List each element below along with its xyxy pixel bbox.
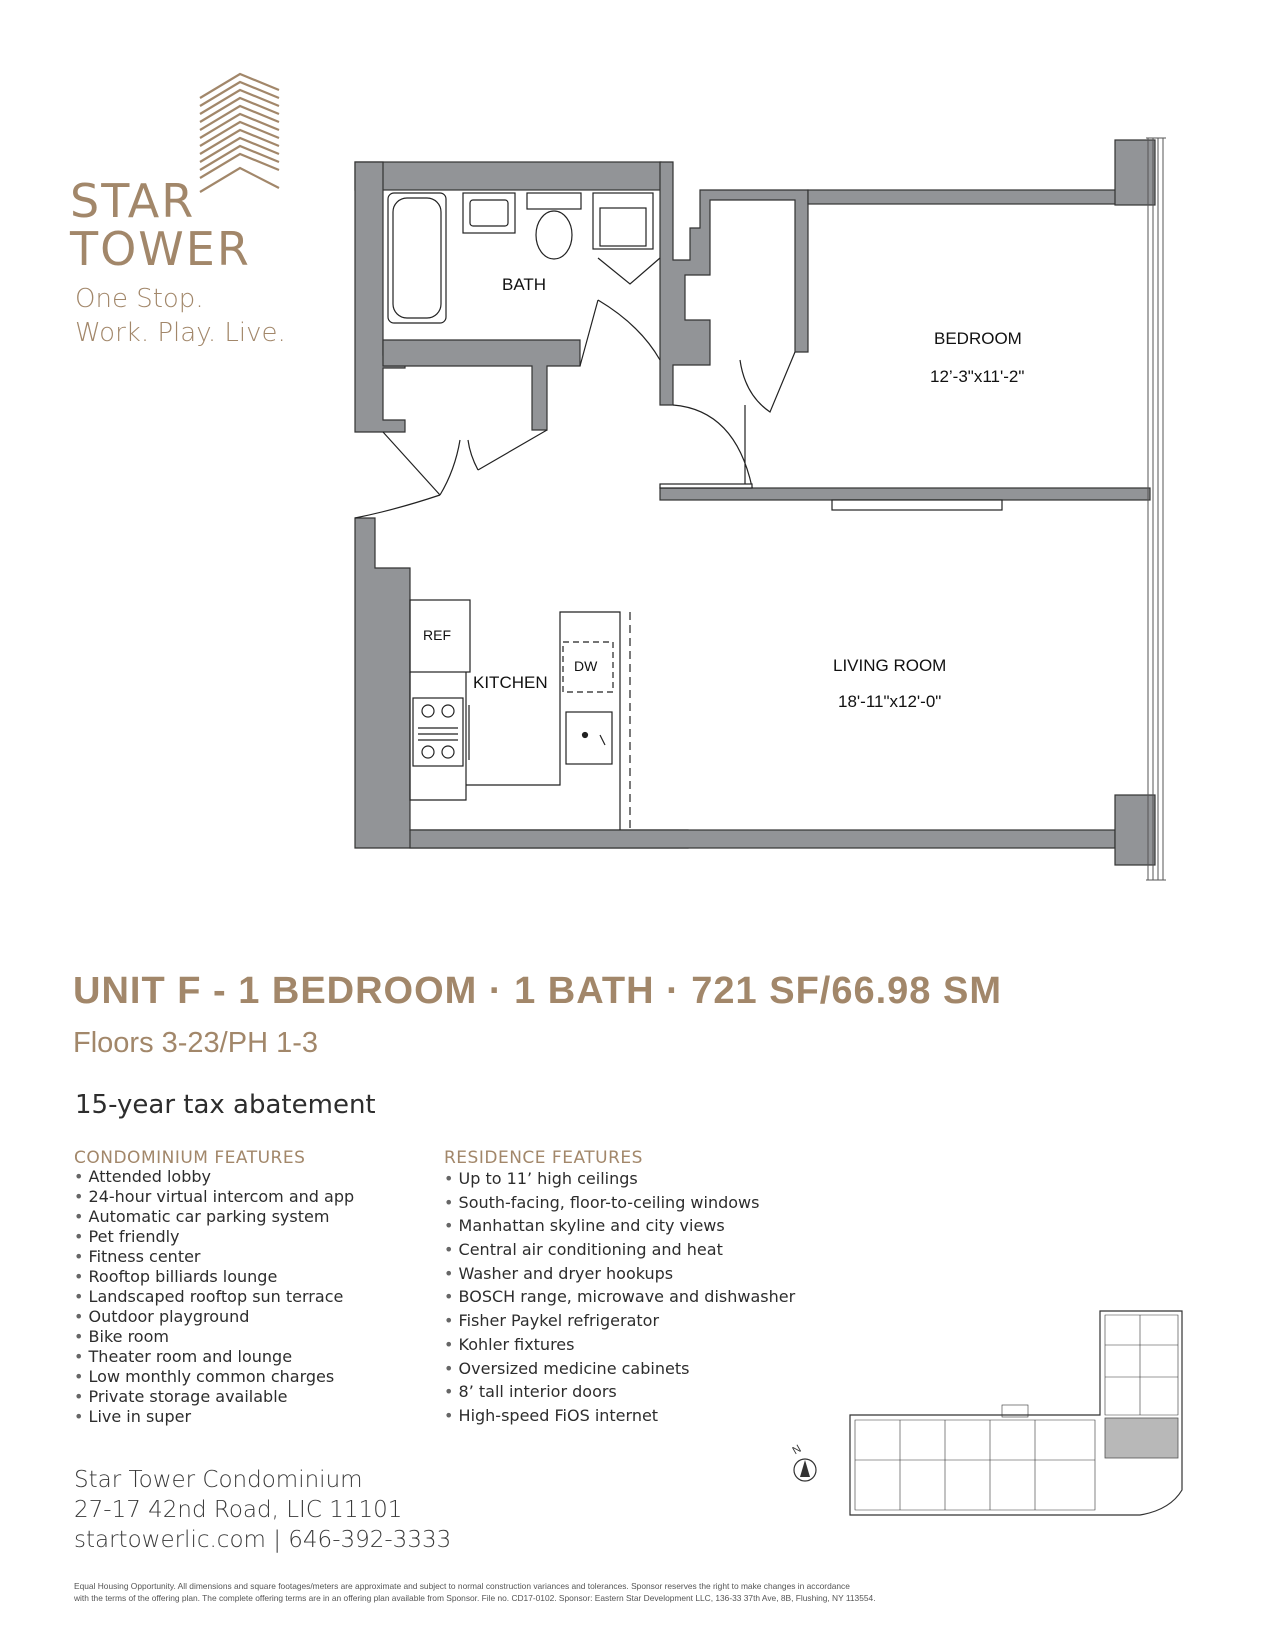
column-top-right — [1115, 140, 1155, 205]
washer-box — [593, 193, 653, 249]
tagline-line1: One Stop. — [75, 284, 204, 314]
brand-name-line1: STAR — [70, 174, 196, 228]
list-item: • Manhattan skyline and city views — [444, 1214, 795, 1238]
condo-features-list — [74, 1167, 354, 1427]
living-dims: 18'-11"x12'-0" — [838, 692, 942, 711]
unit-highlight — [1105, 1418, 1178, 1458]
list-item: • Up to 11’ high ceilings — [444, 1167, 795, 1191]
disclaimer-line2: with the terms of the offering plan. The complete offering terms are in an offering plan available from Sponsor. File no. CD17-0102. Sponsor: Eastern Star Development LLC, 136-33 37th Ave, 8B, Flushing, NY 113554. — [74, 1593, 876, 1603]
north-label: N — [790, 1442, 804, 1458]
wall-bedroom-living — [660, 488, 1150, 500]
floors-text: Floors 3-23/PH 1-3 — [73, 1027, 318, 1059]
bedroom-door — [673, 405, 752, 487]
bath-fixtures — [388, 193, 660, 323]
closet-doors-entry — [383, 430, 547, 495]
window-wall — [1146, 138, 1166, 880]
list-item: • Low monthly common charges — [74, 1367, 354, 1387]
condo-features-heading: CONDOMINIUM FEATURES — [74, 1148, 306, 1168]
list-item: • Central air conditioning and heat — [444, 1238, 795, 1262]
contact-address: 27-17 42nd Road, LIC 11101 — [74, 1497, 403, 1523]
list-item: • Theater room and lounge — [74, 1347, 354, 1367]
list-item: • Kohler fixtures — [444, 1333, 795, 1357]
disclaimer-line1: Equal Housing Opportunity. All dimensions and square footages/meters are approximate and subject to normal construction variances and tolerances. Sponsor reserves the right to make changes in accordance — [74, 1581, 850, 1591]
closet-door-bedroom — [740, 352, 795, 412]
entry-door — [355, 495, 440, 518]
bedroom-dims: 12’-3"x11'-2" — [930, 367, 1025, 386]
bedroom-label: BEDROOM — [934, 329, 1022, 348]
unit-title: UNIT F - 1 BEDROOM · 1 BATH · 721 SF/66.98 SM — [73, 970, 1003, 1012]
list-item: • Private storage available — [74, 1387, 354, 1407]
ref-label: REF — [423, 627, 451, 643]
list-item: • Washer and dryer hookups — [444, 1262, 795, 1286]
list-item: • BOSCH range, microwave and dishwasher — [444, 1285, 795, 1309]
list-item: • Fisher Paykel refrigerator — [444, 1309, 795, 1333]
kitchen-label: KITCHEN — [473, 673, 548, 692]
list-item: • Landscaped rooftop sun terrace — [74, 1287, 354, 1307]
disclaimer — [74, 1580, 1074, 1604]
toilet-bowl — [536, 211, 572, 259]
list-item: • Fitness center — [74, 1247, 354, 1267]
list-item: • High-speed FiOS internet — [444, 1404, 795, 1428]
list-item: • South-facing, floor-to-ceiling windows — [444, 1191, 795, 1215]
bathtub — [388, 193, 446, 323]
wall-bath-bedroom — [660, 162, 808, 405]
living-label: LIVING ROOM — [833, 656, 947, 675]
list-item: • Automatic car parking system — [74, 1207, 354, 1227]
wall-bath-top — [355, 162, 661, 190]
north-arrow-icon — [791, 1443, 816, 1481]
tax-abatement: 15-year tax abatement — [75, 1090, 376, 1120]
list-item: • Bike room — [74, 1327, 354, 1347]
counter — [466, 612, 620, 830]
list-item: • Pet friendly — [74, 1227, 354, 1247]
bath-label: BATH — [502, 275, 547, 294]
sink — [463, 193, 515, 233]
list-item: • 24-hour virtual intercom and app — [74, 1187, 354, 1207]
brand-name-line2: TOWER — [70, 222, 251, 276]
wall-bath-bottom — [383, 340, 580, 430]
bath-door — [580, 300, 660, 366]
key-plan — [780, 1305, 1200, 1520]
list-item: • Oversized medicine cabinets — [444, 1357, 795, 1381]
contact-web-phone[interactable]: startowerlic.com | 646-392-3333 — [74, 1527, 452, 1553]
residence-features-heading: RESIDENCE FEATURES — [444, 1148, 643, 1168]
dw-label: DW — [574, 658, 598, 674]
list-item: • Outdoor playground — [74, 1307, 354, 1327]
wall-bedroom-top — [808, 190, 1133, 204]
range — [413, 698, 463, 766]
list-item: • Live in super — [74, 1407, 354, 1427]
contact-name: Star Tower Condominium — [74, 1467, 363, 1493]
wall-bottom — [410, 830, 1115, 848]
list-item: • Rooftop billiards lounge — [74, 1267, 354, 1287]
column-bottom-right — [1115, 795, 1155, 865]
tagline-line2: Work. Play. Live. — [75, 318, 286, 348]
toilet-tank — [527, 193, 581, 209]
list-item: • 8’ tall interior doors — [444, 1380, 795, 1404]
contact-block — [74, 1465, 451, 1555]
residence-features-list — [444, 1167, 795, 1428]
kitchen-sink — [566, 712, 612, 764]
list-item: • Attended lobby — [74, 1167, 354, 1187]
